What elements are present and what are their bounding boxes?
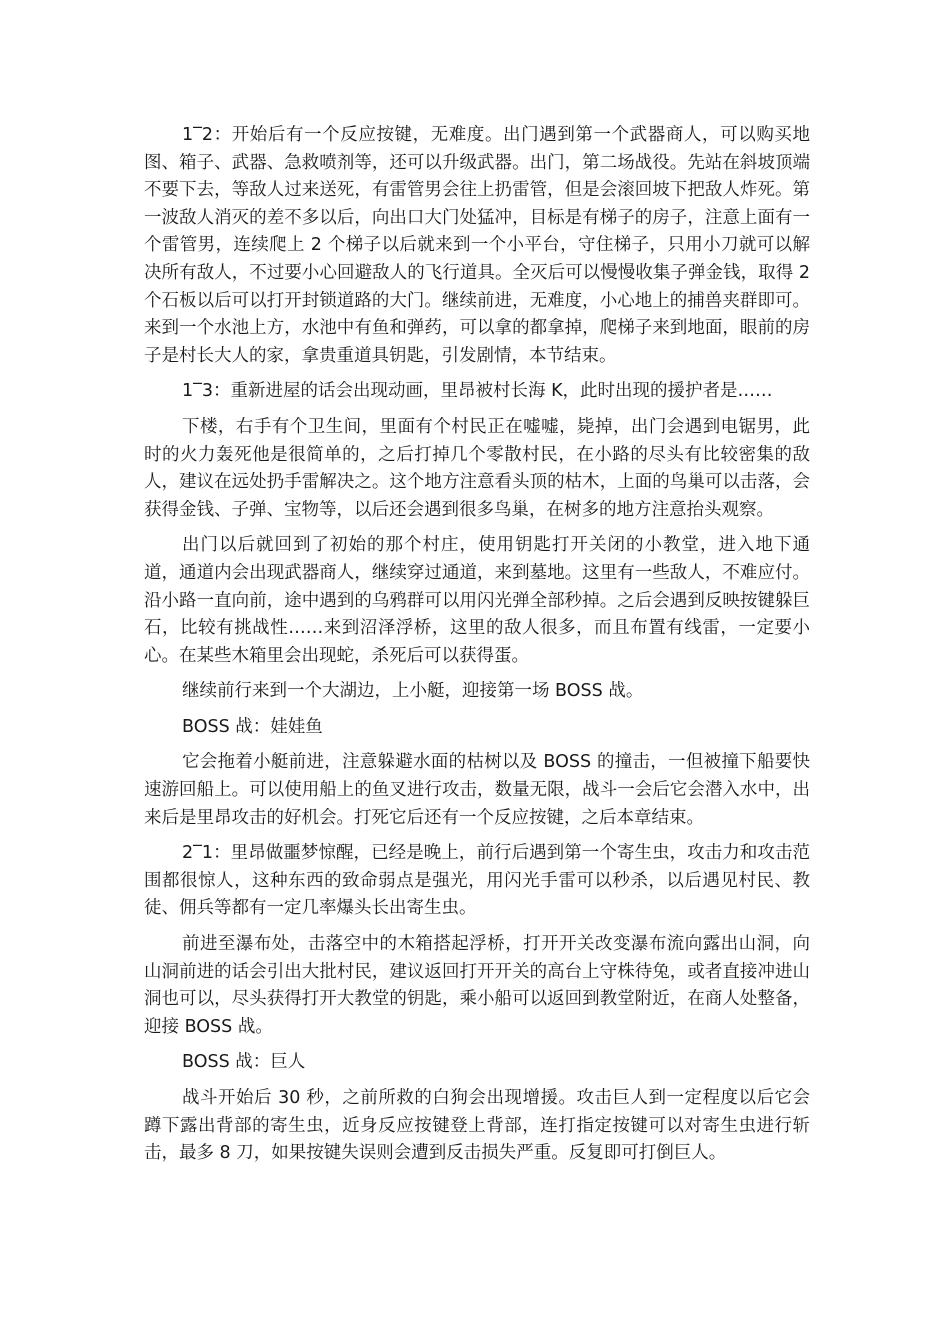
paragraph-downstairs: 下楼，右手有个卫生间，里面有个村民正在嘘嘘，毙掉，出门会遇到电锯男，此时的火力轰死他是很简单的，之后打掉几个零散村民，在小路的尽头有比较密集的敌人，建议在远处扔手雷解决之。这个地方注意看头顶的枯木，上面的鸟巢可以击落，会获得金钱、子弹、宝物等，以后还会遇到很多鸟巢，在树多的地方注意抬头观察。 — [144, 416, 810, 520]
paragraph-chapter-1-3: 1‾3：重新进屋的话会出现动画，里昂被村长海 K，此时出现的援护者是…… — [182, 381, 773, 402]
heading-boss-giant: BOSS 战：巨人 — [182, 1052, 306, 1073]
paragraph-village-return: 出门以后就回到了初始的那个村庄，使用钥匙打开关闭的小教堂，进入地下通道，通道内会出现武器商人，继续穿过通道，来到墓地。这里有一些敌人，不难应付。沿小路一直向前，途中遇到的乌鸦群可以用闪光弹全部秒掉。之后会遇到反映按键躲巨石，比较有挑战性……来到沼泽浮桥，这里的敌人很多，而且布置有线雷，一定要小心。在某些木箱里会出现蛇，杀死后可以获得蛋。 — [144, 535, 810, 666]
document-body — [144, 122, 810, 1176]
paragraph-lake: 继续前行来到一个大湖边，上小艇，迎接第一场 BOSS 战。 — [182, 681, 644, 702]
paragraph-waterfall: 前进至瀑布处，击落空中的木箱搭起浮桥，打开开关改变瀑布流向露出山洞，向山洞前进的话会引出大批村民，建议返回打开开关的高台上守株待兔，或者直接冲进山洞也可以，尽头获得打开大教堂的钥匙，乘小船可以返回到教堂附近，在商人处整备，迎接 BOSS 战。 — [144, 934, 810, 1037]
heading-boss-salamander: BOSS 战：娃娃鱼 — [182, 716, 323, 737]
paragraph-boss-salamander: 它会拖着小艇前进，注意躲避水面的枯树以及 BOSS 的撞击，一但被撞下船要快速游回船上。可以使用船上的鱼叉进行攻击，数量无限，战斗一会后它会潜入水中，出来后是里昂攻击的好机会。打死它后还有一个反应按键，之后本章结束。 — [144, 752, 810, 828]
paragraph-boss-giant: 战斗开始后 30 秒，之前所救的白狗会出现增援。攻击巨人到一定程度以后它会蹲下露出背部的寄生虫，近身反应按键登上背部，连打指定按键可以对寄生虫进行斩击，最多 8 刀，如果按键失误则会遭到反击损失严重。反复即可打倒巨人。 — [144, 1088, 810, 1164]
paragraph-chapter-1-2: 1‾2：开始后有一个反应按键，无难度。出门遇到第一个武器商人，可以购买地图、箱子、武器、急救喷剂等，还可以升级武器。出门，第二场战役。先站在斜坡顶端不要下去，等敌人过来送死，有雷管男会往上扔雷管，但是会滚回坡下把敌人炸死。第一波敌人消灭的差不多以后，向出口大门处猛冲，目标是有梯子的房子，注意上面有一个雷管男，连续爬上 2 个梯子以后就来到一个小平台，守住梯子，只用小刀就可以解决所有敌人，不过要小心回避敌人的飞行道具。全灭后可以慢慢收集子弹金钱，取得 2 个石板以后可以打开封锁道路的大门。继续前进，无难度，小心地上的捕兽夹群即可。来到一个水池上方，水池中有鱼和弹药，可以拿的都拿掉，爬梯子来到地面，眼前的房子是村长大人的家，拿贵重道具钥匙，引发剧情，本节结束。 — [144, 125, 810, 366]
paragraph-chapter-2-1: 2‾1：里昂做噩梦惊醒，已经是晚上，前行后遇到第一个寄生虫，攻击力和攻击范围都很惊人，这种东西的致命弱点是强光，用闪光手雷可以秒杀，以后遇见村民、教徒、佣兵等都有一定几率爆头长出寄生虫。 — [144, 843, 810, 919]
